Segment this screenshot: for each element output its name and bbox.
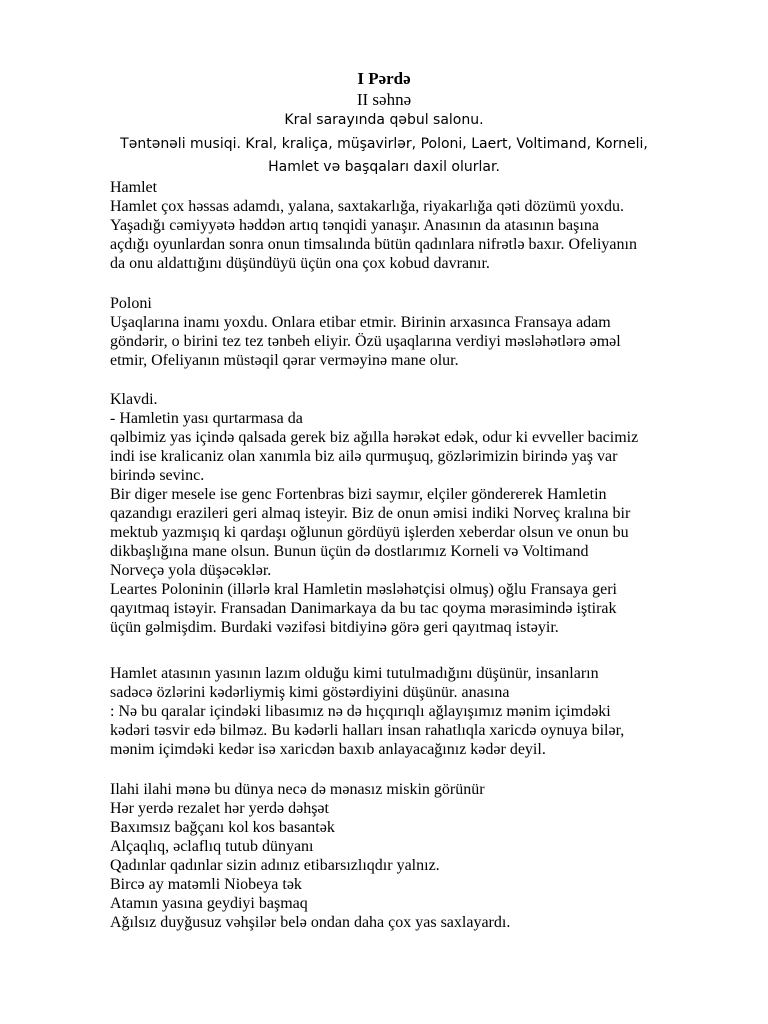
paragraph-line: indi ise kralicaniz olan xanımla biz ailə qurmuşuq, gözlərimizin birində yaş var — [110, 448, 618, 465]
hamlet-section — [110, 178, 710, 273]
klavdi-section — [110, 390, 710, 637]
poem-line: Hər yerdə rezalet hər yerdə dəhşət — [110, 800, 329, 817]
paragraph-line: üçün gəlmişdim. Burdaki vəzifəsi bitdiyinə görə geri qayıtmaq istəyir. — [110, 619, 559, 636]
scene-title: II səhnə — [356, 90, 412, 109]
paragraph-line: mənim içimdəki kedər isə xaricdən baxıb anlayacağınız kədər deyil. — [110, 741, 546, 758]
poem-line: Baxımsız bağçanı kol kos basantək — [110, 819, 335, 836]
section-heading-klavdi: Klavdi. — [110, 391, 158, 408]
paragraph-line: qəlbimiz yas içində qalsada gerek biz ağılla hərəkət edək, odur ki evveller bacimiz — [110, 429, 639, 446]
paragraph-line: : Nə bu qaralar içindəki libasımız nə də hıçqırıqlı ağlayışımız mənim içimdəki — [110, 703, 611, 720]
poem-line: Alçaqlıq, əclaflıq tutub dünyanı — [110, 838, 314, 855]
paragraph-line: Bir diger mesele ise genc Fortenbras bizi saymır, elçiler göndererek Hamletin — [110, 486, 607, 503]
paragraph-line: Hamlet atasının yasının lazım olduğu kimi tutulmadığını düşünür, insanların — [110, 665, 599, 682]
paragraph-line: Norveçə yola düşəcəklər. — [110, 562, 272, 579]
poem-line: Ağılsız duyğusuz vəhşilər belə ondan daha çox yas saxlayardı. — [110, 914, 511, 931]
setting-line: Kral sarayında qəbul salonu. — [284, 112, 484, 128]
poem-line: Bircə ay matəmli Niobeya tək — [110, 876, 302, 893]
poem-line: Qadınlar qadınlar sizin adınız etibarsızlıqdır yalnız. — [110, 857, 440, 874]
section-heading-poloni: Poloni — [110, 295, 152, 312]
paragraph-line: qayıtmaq istəyir. Fransadan Danimarkaya da bu tac qoyma mərasimində iştirak — [110, 600, 617, 617]
poem-line: Ilahi ilahi mənə bu dünya necə də mənasız miskin görünür — [110, 781, 485, 798]
paragraph-line: göndərir, o birini tez tez tənbeh eliyir. Özü uşaqlarına verdiyi məsləhətlərə əməl — [110, 333, 621, 350]
paragraph-line: Hamlet çox həssas adamdı, yalana, saxtakarlığa, riyakarlığa qəti dözümü yoxdu. — [110, 198, 625, 215]
paragraph-line: sadəcə özlərini kədərliymiş kimi göstərdiyini düşünür. anasına — [110, 684, 510, 701]
paragraph-line: mektub yazmışıq ki qardaşı oğlunun gördüyü işlerden xeberdar olsun ve onun bu — [110, 524, 629, 541]
paragraph-line: Uşaqlarına inamı yoxdu. Onlara etibar etmir. Birinin arxasınca Fransaya adam — [110, 314, 611, 331]
act-title: I Pərdə — [357, 69, 411, 88]
stage-direction-line-1: Təntənəli musiqi. Kral, kraliça, müşavirlər, Poloni, Laert, Voltimand, Korneli, — [120, 136, 648, 152]
paragraph-line: - Hamletin yası qurtarmasa da — [110, 410, 303, 427]
section-heading-hamlet: Hamlet — [110, 179, 158, 196]
paragraph-line: dikbaşlığına mane olsun. Bunun üçün də dostlarımız Korneli və Voltimand — [110, 543, 589, 560]
hamlet-thoughts-section — [110, 664, 710, 759]
paragraph-line: birində sevinc. — [110, 467, 205, 484]
poloni-section — [110, 294, 710, 370]
paragraph-line: qazandıgı erazileri geri almaq isteyir. Biz de onun əmisi indiki Norveç kralına bir — [110, 505, 631, 522]
paragraph-line: etmir, Ofeliyanın müstəqil qərar verməyinə mane olur. — [110, 352, 459, 369]
stage-direction-line-2: Hamlet və başqaları daxil olurlar. — [268, 159, 500, 175]
poem-line: Atamın yasına geydiyi başmaq — [110, 895, 308, 912]
paragraph-line: açdığı oyunlardan sonra onun timsalında bütün qadınlara nifrətlə baxır. Ofeliyanın — [110, 236, 637, 253]
poem-section — [110, 780, 710, 932]
paragraph-line: Yaşadığı cəmiyyətə həddən artıq tənqidi yanaşır. Anasının da atasının başına — [110, 217, 599, 234]
paragraph-line: Leartes Poloninin (illərlə kral Hamletin məsləhətçisi olmuş) oğlu Fransaya geri — [110, 581, 617, 598]
paragraph-line: kədəri təsvir edə bilməz. Bu kədərli halları insan rahatlıqla xaricdə oynuya bilər, — [110, 722, 625, 739]
paragraph-line: da onu aldattığını düşündüyü üçün ona çox kobud davranır. — [110, 255, 490, 272]
